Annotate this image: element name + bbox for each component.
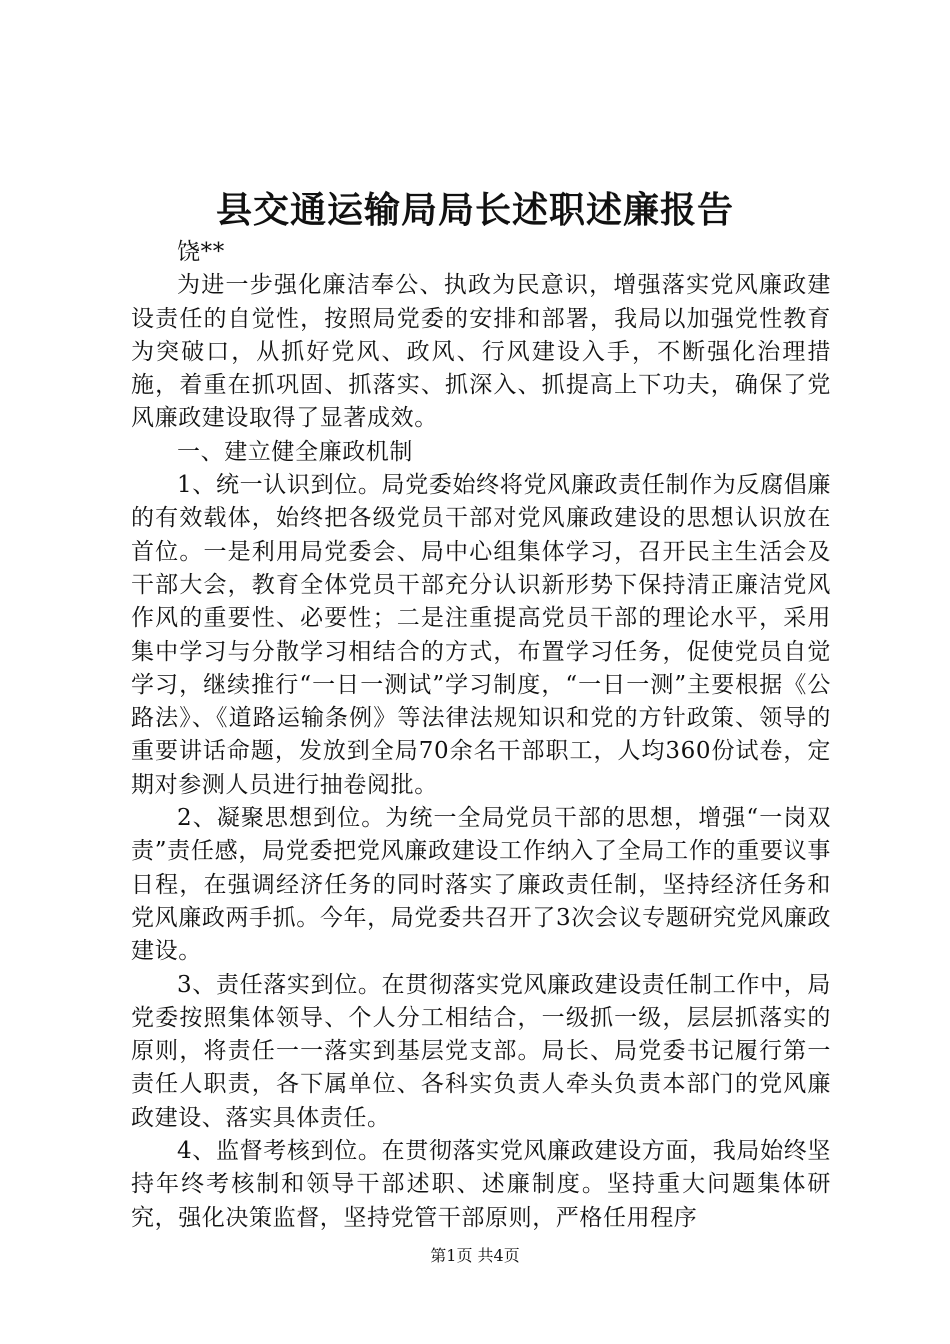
paragraph-item-3: 3、责任落实到位。在贯彻落实党风廉政建设责任制工作中，局党委按照集体领导、个人分工相结合，一级抓一级，层层抓落实的原则，将责任一一落实到基层党支部。局长、局党委书记履行第一责任人职责，各下属单位、各科实负责人牵头负责本部门的党风廉政建设、落实具体责任。 xyxy=(131,971,831,1131)
document-title: 县交通运输局局长述职述廉报告 xyxy=(215,189,734,231)
paragraph-item-2: 2、凝聚思想到位。为统一全局党员干部的思想，增强“一岗双责”责任感，局党委把党风廉政建设工作纳入了全局工作的重要议事日程，在强调经济任务的同时落实了廉政责任制，坚持经济任务和党风廉政两手抓。今年，局党委共召开了3次会议专题研究党风廉政建设。 xyxy=(131,805,831,965)
author-line: 饶** xyxy=(177,239,225,265)
section-heading: 一、建立健全廉政机制 xyxy=(177,438,413,465)
paragraph-item-4: 4、监督考核到位。在贯彻落实党风廉政建设方面，我局始终坚持年终考核制和领导干部述职、述廉制度。坚持重大问题集体研究，强化决策监督，坚持党管干部原则，严格任用程序 xyxy=(131,1138,831,1231)
paragraph-item-1: 1、统一认识到位。局党委始终将党风廉政责任制作为反腐倡廉的有效载体，始终把各级党员干部对党风廉政建设的思想认识放在首位。一是利用局党委会、局中心组集体学习，召开民主生活会及干部大会，教育全体党员干部充分认识新形势下保持清正廉洁党风作风的重要性、必要性；二是注重提高党员干部的理论水平，采用集中学习与分散学习相结合的方式，布置学习任务，促使党员自觉学习，继续推行“一日一测试”学习制度，“一日一测”主要根据《公路法》、《道路运输条例》等法律法规知识和党的方针政策、领导的重要讲话命题，发放到全局70余名干部职工，人均360份试卷，定期对参测人员进行抽卷阅批。 xyxy=(131,472,831,798)
paragraph-intro: 为进一步强化廉洁奉公、执政为民意识，增强落实党风廉政建设责任的自觉性，按照局党委的安排和部署，我局以加强党性教育为突破口，从抓好党风、政风、行风建设入手，不断强化治理措施，着重在抓巩固、抓落实、抓深入、抓提高上下功夫，确保了党风廉政建设取得了显著成效。 xyxy=(131,272,831,432)
page-footer: 第1页 共4页 xyxy=(430,1246,520,1265)
document-body xyxy=(131,236,831,1235)
